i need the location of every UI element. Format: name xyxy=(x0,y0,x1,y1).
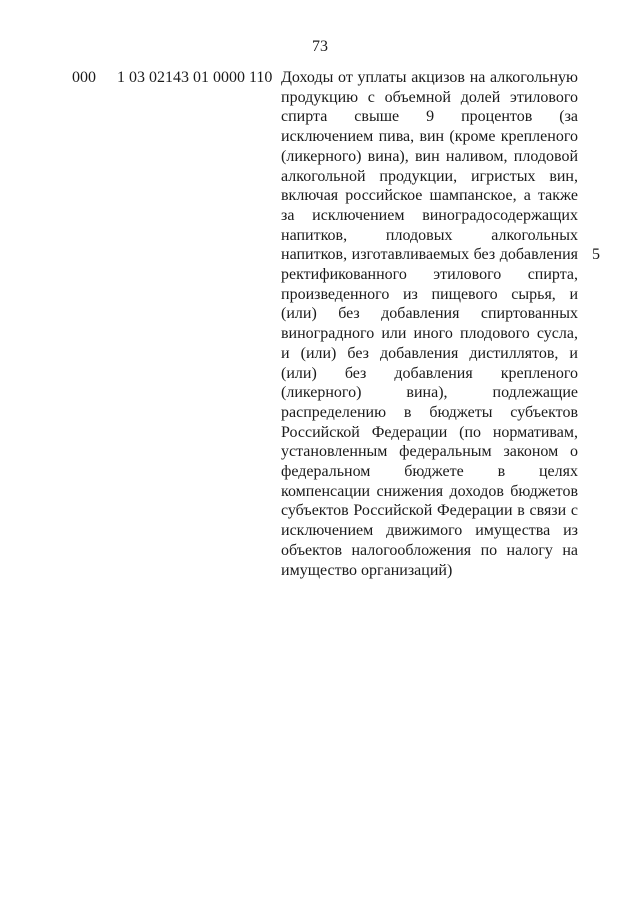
revenue-description: Доходы от уплаты акцизов на алкогольную продукцию с объемной долей этилового спирта свыше 9 процентов (за исключением пива, вин (кроме крепленого (ликерного) вина), вин наливом, плодовой алкогольной продукции, игристых вин, включая российское шампанское, а также за исключением виноградосодержащих напитков, плодовых алкогольных напитков, изготавливаемых без добавления ректификованного этилового спирта, произведенного из пищевого сырья, и (или) без добавления спиртованных виноградного или иного плодового сусла, и (или) без добавления дистиллятов, и (или) без добавления крепленого (ликерного) вина), подлежащие распределению в бюджеты субъектов Российской Федерации (по нормативам, установленным федеральным законом о федеральном бюджете в целях компенсации снижения доходов бюджетов субъектов Российской Федерации в связи с исключением движимого имущества из объектов налогообложения по налогу на имущество организаций) xyxy=(281,69,578,579)
administrator-code: 000 xyxy=(72,69,96,86)
page-number: 73 xyxy=(312,38,328,55)
budget-classification-code: 1 03 02143 01 0000 110 xyxy=(117,69,273,86)
margin-note-number: 5 xyxy=(592,246,600,263)
